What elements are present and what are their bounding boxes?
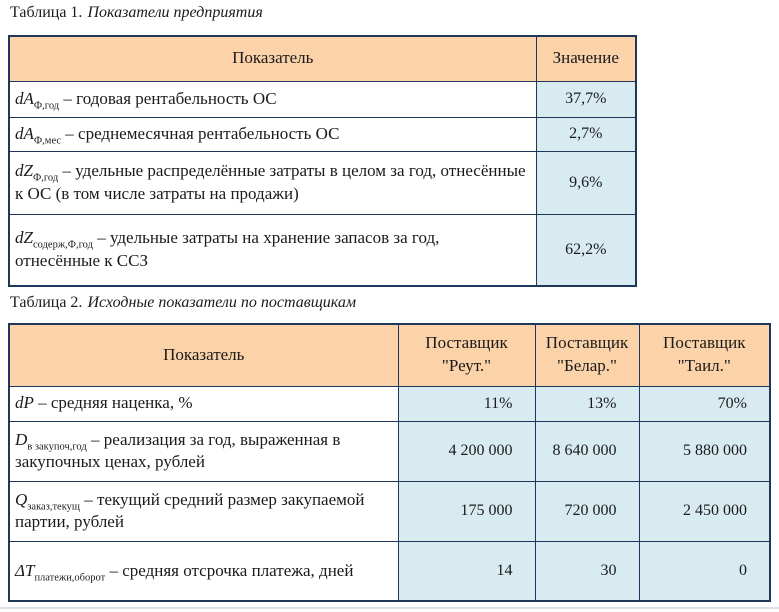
indicator-description: – средняя наценка, %: [38, 393, 193, 413]
table1-enterprise-indicators: [8, 35, 637, 287]
variable-symbol: dZ: [15, 228, 33, 248]
table1-caption-title: Показатели предприятия: [87, 4, 263, 21]
table2-supplier-indicators: [8, 323, 771, 602]
value-cell-tail: 5 880 000: [639, 421, 770, 481]
value-cell-belar: 8 640 000: [535, 421, 639, 481]
value-cell-tail: 70%: [639, 386, 770, 421]
table1-caption-label: Таблица 1.: [10, 4, 83, 21]
table2-caption-title: Исходные показатели по поставщикам: [87, 294, 357, 311]
indicator-description: – удельные распределённые затраты в целом за год, отнесённые к ОС (в том числе затраты на продажи): [15, 161, 526, 203]
value-cell: 62,2%: [536, 214, 636, 286]
variable-symbol: dP: [15, 393, 34, 413]
indicator-cell: [9, 117, 536, 151]
variable-subscript: в закупоч,год: [27, 440, 87, 452]
variable-subscript: Ф,мес: [33, 135, 62, 147]
value-cell-tail: 0: [639, 541, 770, 601]
value-cell-reut: 11%: [398, 386, 535, 421]
indicator-cell: [9, 214, 536, 286]
variable-subscript: Ф,год: [32, 172, 59, 184]
variable-symbol: dA: [15, 123, 34, 143]
value-cell-reut: 4 200 000: [398, 421, 535, 481]
value-cell: 9,6%: [536, 151, 636, 214]
indicator-description: – средняя отсрочка платежа, дней: [109, 560, 354, 580]
supplier-header-line: Поставщик: [663, 333, 746, 353]
indicator-cell: [9, 421, 398, 481]
value-cell-belar: 720 000: [535, 481, 639, 541]
table-row: [9, 421, 770, 481]
variable-symbol: dA: [15, 88, 34, 108]
table1-header-row: [9, 36, 636, 81]
table1-header-indicator: Показатель: [9, 36, 536, 81]
variable-symbol: D: [15, 429, 28, 449]
value-cell: 37,7%: [536, 81, 636, 117]
value-cell: 2,7%: [536, 117, 636, 151]
table-row: [9, 151, 636, 214]
table2-header-row: [9, 324, 770, 386]
indicator-description: – среднемесячная рентабельность ОС: [65, 123, 340, 143]
table1-header-value: Значение: [536, 36, 636, 81]
indicator-cell: [9, 151, 536, 214]
variable-symbol: ΔT: [15, 560, 35, 580]
value-cell-reut: 175 000: [398, 481, 535, 541]
table2-caption: [10, 294, 356, 312]
value-cell-tail: 2 450 000: [639, 481, 770, 541]
indicator-description: – годовая рентабельность ОС: [63, 88, 277, 108]
indicator-cell: [9, 81, 536, 117]
value-cell-reut: 14: [398, 541, 535, 601]
variable-subscript: платежи,оборот: [34, 571, 106, 583]
indicator-description: – текущий средний размер закупаемой партии, рублей: [15, 489, 365, 531]
variable-subscript: заказ,текущ: [27, 500, 81, 512]
supplier-header-line: Поставщик: [425, 333, 508, 353]
table2-header-supplier-tail: [639, 324, 770, 386]
page-bottom-rule: [0, 607, 779, 609]
indicator-cell: [9, 386, 398, 421]
indicator-description: – реализация за год, выраженная в закупочных ценах, рублей: [15, 429, 341, 471]
variable-symbol: dZ: [15, 161, 33, 181]
table2-header-supplier-reut: [398, 324, 535, 386]
supplier-header-line: Поставщик: [545, 333, 629, 353]
supplier-header-line: "Таил.": [677, 356, 731, 376]
supplier-header-line: "Реут.": [441, 356, 492, 376]
table-row: [9, 81, 636, 117]
table-row: [9, 117, 636, 151]
table2-caption-label: Таблица 2.: [10, 294, 83, 311]
value-cell-belar: 30: [535, 541, 639, 601]
value-cell-belar: 13%: [535, 386, 639, 421]
table2-header-indicator: Показатель: [9, 324, 398, 386]
table-row: [9, 541, 770, 601]
table-row: [9, 214, 636, 286]
variable-subscript: содерж,Ф,год: [32, 239, 93, 251]
table-row: [9, 481, 770, 541]
table2-header-supplier-belar: [535, 324, 639, 386]
variable-subscript: Ф,год: [33, 100, 60, 112]
supplier-header-line: "Белар.": [557, 356, 617, 376]
table-row: [9, 386, 770, 421]
indicator-cell: [9, 541, 398, 601]
variable-symbol: Q: [15, 489, 28, 509]
indicator-description: – удельные затраты на хранение запасов за год, отнесённые к ССЗ: [15, 228, 440, 270]
table1-caption: [10, 4, 263, 22]
indicator-cell: [9, 481, 398, 541]
